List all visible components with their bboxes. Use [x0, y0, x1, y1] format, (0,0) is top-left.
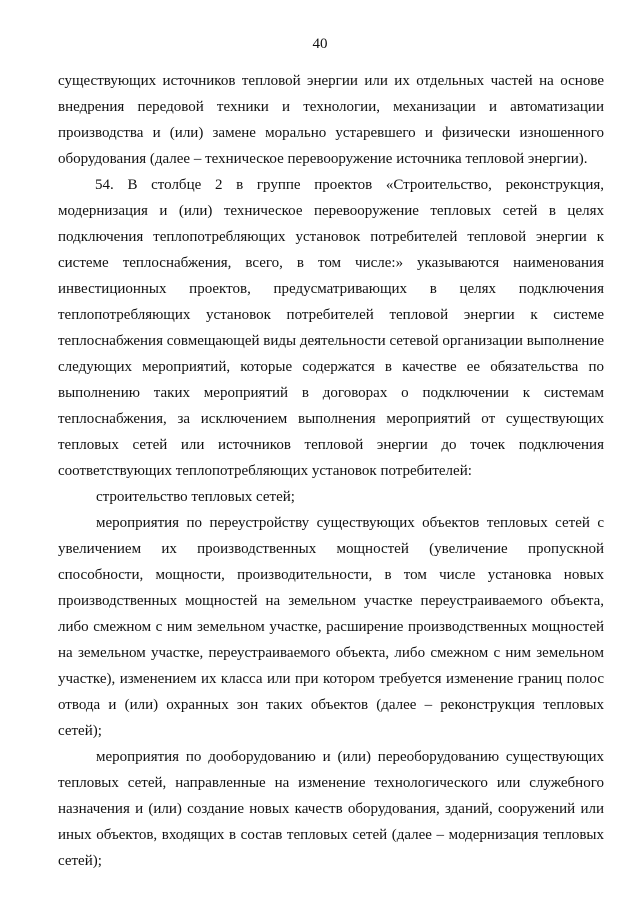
text-line: существующих источников тепловой энергии или их отдельных частей на основе: [58, 73, 604, 89]
text-line: оборудования (далее – техническое перевооружение источника тепловой энергии).: [58, 151, 588, 167]
text-line: теплоснабжения, за исключением выполнения мероприятий от существующих: [58, 411, 604, 427]
text-line: теплопотребляющих установок потребителей тепловой энергии к системе: [58, 307, 604, 323]
text-line: способности, мощности, производительности, в том числе установка новых: [58, 567, 604, 583]
text-line: участке), изменением их класса или при котором требуется изменение границ полос: [58, 671, 604, 687]
text-line: сетей);: [58, 723, 102, 739]
text-line: иных объектов, входящих в состав тепловых сетей (далее – модернизация тепловых: [58, 827, 604, 843]
text-line: сетей);: [58, 853, 102, 869]
text-line: отвода и (или) охранных зон таких объектов (далее – реконструкция тепловых: [58, 697, 604, 713]
list-item-construction: строительство тепловых сетей;: [96, 489, 295, 505]
text-line: тепловых сетей или источников тепловой энергии до точек подключения: [58, 437, 604, 453]
text-line: следующих мероприятий, которые содержатся в качестве ее обязательства по: [58, 359, 604, 375]
text-line: производственных мощностей на земельном участке переустраиваемого объекта,: [58, 593, 604, 609]
text-line: внедрения передовой техники и технологии, механизации и автоматизации: [58, 99, 604, 115]
text-line: производства и (или) замене морально устаревшего и физически изношенного: [58, 125, 604, 141]
text-line: увеличением их производственных мощностей (увеличение пропускной: [58, 541, 604, 557]
text-line: выполнению таких мероприятий в договорах о подключении к системам: [58, 385, 604, 401]
text-line: на земельном участке, переустраиваемого объекта, либо смежном с ним земельном: [58, 645, 604, 661]
text-line: инвестиционных проектов, предусматривающих в целях подключения: [58, 281, 604, 297]
text-line: соответствующих теплопотребляющих установок потребителей:: [58, 463, 472, 479]
paragraph-54-start: 54. В столбце 2 в группе проектов «Строительство, реконструкция,: [95, 177, 604, 193]
text-line: подключения теплопотребляющих установок потребителей тепловой энергии к: [58, 229, 604, 245]
text-line: теплоснабжения совмещающей виды деятельности сетевой организации выполнение: [58, 333, 604, 349]
text-line: модернизация и (или) техническое перевооружение тепловых сетей в целях: [58, 203, 604, 219]
page-number: 40: [312, 36, 328, 52]
text-line: системе теплоснабжения, всего, в том числе:» указываются наименования: [58, 255, 604, 271]
text-line: либо смежном с ним земельном участке, расширение производственных мощностей: [58, 619, 604, 635]
text-line: назначения и (или) создание новых качеств оборудования, зданий, сооружений или: [58, 801, 604, 817]
text-line: тепловых сетей, направленные на изменение технологического или служебного: [58, 775, 604, 791]
list-item-modernization-start: мероприятия по дооборудованию и (или) переоборудованию существующих: [96, 749, 604, 765]
list-item-reconstruction-start: мероприятия по переустройству существующих объектов тепловых сетей с: [96, 515, 604, 531]
